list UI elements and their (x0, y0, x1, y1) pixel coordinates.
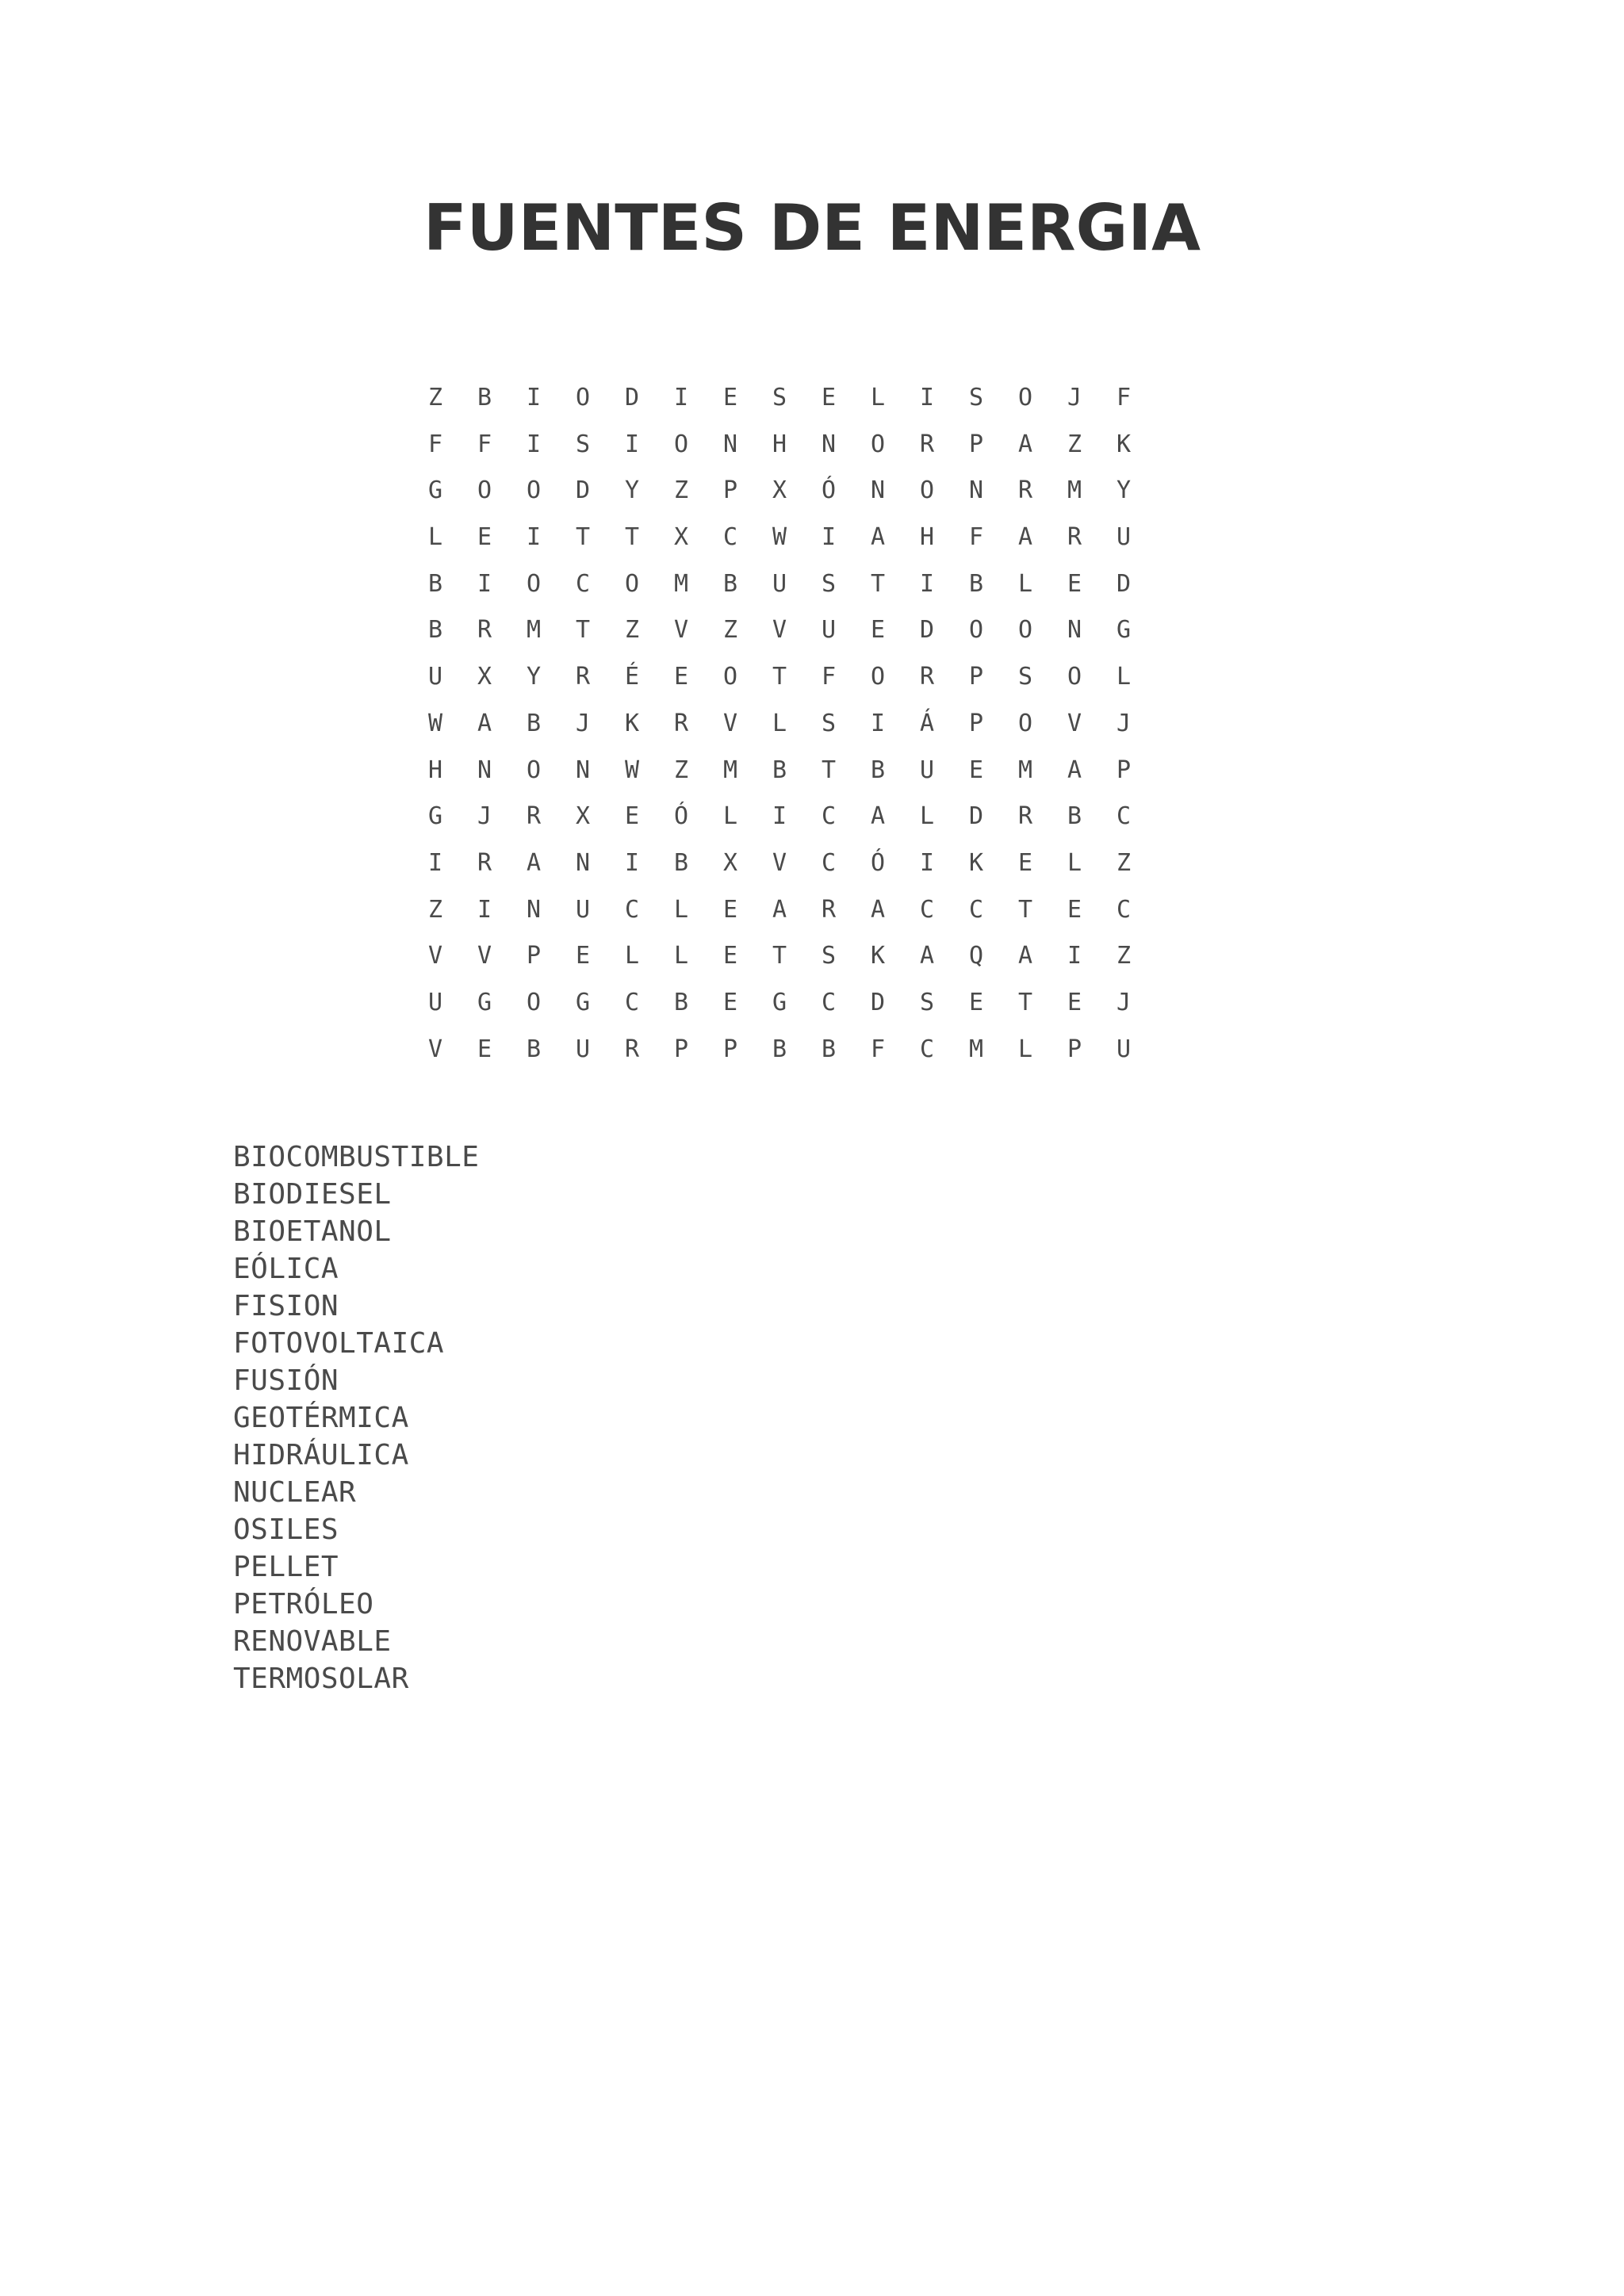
grid-cell: L (1116, 663, 1132, 691)
word-list-item: FISION (233, 1290, 339, 1322)
grid-row (411, 654, 1204, 701)
grid-cell: L (1017, 569, 1033, 598)
grid-cell: C (722, 523, 738, 552)
grid-cell: R (477, 848, 492, 877)
grid-cell: R (1017, 476, 1033, 505)
grid-cell: O (919, 476, 935, 505)
grid-cell: J (477, 802, 492, 831)
grid-cell: S (821, 709, 837, 737)
grid-cell: Z (427, 384, 443, 411)
grid-cell: Z (1067, 430, 1082, 458)
grid-cell: F (427, 430, 443, 458)
grid-cell: S (821, 569, 837, 598)
grid-cell: F (968, 523, 984, 552)
grid-cell: V (722, 709, 738, 737)
grid-cell: Y (526, 663, 542, 691)
grid-cell: P (722, 476, 738, 505)
grid-cell: L (919, 802, 935, 831)
grid-cell: G (477, 988, 492, 1016)
grid-cell: W (624, 756, 640, 784)
grid-cell: C (575, 569, 591, 598)
grid-cell: J (1116, 988, 1132, 1016)
word-list-item: TERMOSOLAR (233, 1663, 409, 1695)
grid-cell: J (1116, 709, 1132, 737)
grid-cell: T (870, 569, 886, 598)
grid-cell: S (821, 942, 837, 970)
grid-cell: C (821, 988, 837, 1016)
grid-cell: F (1116, 384, 1132, 411)
grid-row (411, 561, 1204, 608)
grid-cell: Ó (673, 802, 689, 831)
grid-cell: U (821, 616, 837, 645)
grid-cell: P (1116, 756, 1132, 784)
grid-row (411, 701, 1204, 748)
grid-cell: E (624, 802, 640, 831)
grid-cell: E (821, 384, 837, 411)
grid-cell: B (821, 1035, 837, 1063)
grid-cell: T (772, 663, 787, 691)
grid-cell: D (575, 476, 591, 505)
grid-cell: L (1067, 848, 1082, 877)
grid-cell: Z (624, 616, 640, 645)
grid-cell: Ó (870, 848, 886, 877)
grid-cell: Z (722, 616, 738, 645)
grid-cell: N (1067, 616, 1082, 645)
grid-cell: R (526, 802, 542, 831)
grid-cell: M (673, 569, 689, 598)
grid-cell: T (624, 523, 640, 552)
grid-cell: I (919, 848, 935, 877)
grid-cell: P (968, 709, 984, 737)
grid-cell: G (575, 988, 591, 1016)
grid-cell: Q (968, 942, 984, 970)
grid-cell: U (427, 663, 443, 691)
grid-cell: W (427, 709, 443, 737)
grid-cell: A (1017, 942, 1033, 970)
grid-cell: V (673, 616, 689, 645)
grid-cell: N (722, 430, 738, 458)
grid-cell: O (870, 663, 886, 691)
grid-cell: B (673, 988, 689, 1016)
grid-cell: R (919, 663, 935, 691)
grid-cell: A (1017, 523, 1033, 552)
grid-cell: I (624, 848, 640, 877)
grid-cell: K (870, 942, 886, 970)
grid-cell: P (722, 1035, 738, 1063)
grid-cell: B (968, 569, 984, 598)
grid-cell: I (919, 569, 935, 598)
word-list-item: FOTOVOLTAICA (233, 1327, 445, 1360)
grid-cell: V (427, 1035, 443, 1063)
word-list-item: RENOVABLE (233, 1625, 392, 1658)
grid-cell: L (427, 523, 443, 552)
grid-cell: B (772, 756, 787, 784)
grid-cell: B (1067, 802, 1082, 831)
grid-cell: R (575, 663, 591, 691)
grid-row (411, 422, 1204, 469)
grid-cell: E (477, 1035, 492, 1063)
grid-cell: I (427, 848, 443, 877)
grid-cell: E (1017, 848, 1033, 877)
grid-row (411, 607, 1204, 654)
grid-cell: A (870, 802, 886, 831)
grid-cell: N (575, 848, 591, 877)
grid-cell: M (526, 616, 542, 645)
grid-cell: E (722, 942, 738, 970)
grid-row (411, 468, 1204, 515)
grid-cell: A (870, 523, 886, 552)
grid-cell: R (624, 1035, 640, 1063)
grid-cell: E (968, 756, 984, 784)
word-search-grid (411, 375, 1204, 1073)
grid-cell: A (919, 942, 935, 970)
grid-cell: B (526, 709, 542, 737)
grid-cell: B (427, 569, 443, 598)
grid-cell: C (821, 802, 837, 831)
grid-cell: C (1116, 802, 1132, 831)
grid-cell: C (624, 988, 640, 1016)
grid-cell: L (870, 384, 886, 411)
grid-cell: U (575, 895, 591, 924)
grid-cell: R (1017, 802, 1033, 831)
grid-cell: C (968, 895, 984, 924)
grid-cell: O (1017, 616, 1033, 645)
grid-row (411, 1027, 1204, 1073)
grid-cell: B (772, 1035, 787, 1063)
grid-cell: W (772, 523, 787, 552)
grid-cell: L (722, 802, 738, 831)
grid-cell: R (1067, 523, 1082, 552)
word-list-item: PELLET (233, 1551, 339, 1583)
grid-cell: K (1116, 430, 1132, 458)
grid-cell: O (722, 663, 738, 691)
grid-cell: T (575, 523, 591, 552)
grid-cell: V (772, 848, 787, 877)
grid-cell: M (1017, 756, 1033, 784)
grid-cell: U (427, 988, 443, 1016)
word-list-item: PETRÓLEO (233, 1588, 374, 1621)
word-list-item: OSILES (233, 1513, 339, 1546)
grid-cell: D (1116, 569, 1132, 598)
grid-cell: V (772, 616, 787, 645)
grid-cell: D (870, 988, 886, 1016)
grid-cell: M (722, 756, 738, 784)
grid-cell: I (477, 569, 492, 598)
grid-cell: F (477, 430, 492, 458)
grid-cell: X (722, 848, 738, 877)
word-list-item: EÓLICA (233, 1253, 339, 1285)
grid-cell: O (526, 476, 542, 505)
word-list-item: NUCLEAR (233, 1476, 357, 1509)
grid-cell: E (722, 895, 738, 924)
grid-cell: I (870, 709, 886, 737)
grid-cell: K (624, 709, 640, 737)
grid-cell: G (427, 802, 443, 831)
grid-cell: O (1017, 384, 1033, 411)
grid-cell: U (919, 756, 935, 784)
grid-row (411, 515, 1204, 561)
grid-cell: P (1067, 1035, 1082, 1063)
grid-cell: E (673, 663, 689, 691)
grid-cell: B (477, 384, 492, 411)
grid-cell: I (624, 430, 640, 458)
grid-cell: L (772, 709, 787, 737)
word-list-item: BIODIESEL (233, 1178, 392, 1211)
grid-cell: O (526, 988, 542, 1016)
grid-cell: S (1017, 663, 1033, 691)
grid-cell: M (968, 1035, 984, 1063)
grid-cell: T (575, 616, 591, 645)
grid-cell: J (575, 709, 591, 737)
grid-cell: D (624, 384, 640, 411)
grid-cell: X (673, 523, 689, 552)
grid-cell: P (968, 430, 984, 458)
grid-cell: R (477, 616, 492, 645)
grid-cell: F (821, 663, 837, 691)
grid-cell: Ó (821, 476, 837, 505)
grid-cell: S (575, 430, 591, 458)
grid-cell: Z (673, 476, 689, 505)
grid-row (411, 794, 1204, 840)
word-list-item: FUSIÓN (233, 1364, 339, 1397)
grid-cell: T (1017, 988, 1033, 1016)
grid-cell: I (477, 895, 492, 924)
grid-cell: X (477, 663, 492, 691)
grid-cell: X (575, 802, 591, 831)
grid-cell: O (1067, 663, 1082, 691)
grid-cell: E (722, 988, 738, 1016)
grid-cell: B (722, 569, 738, 598)
grid-row (411, 887, 1204, 934)
grid-cell: M (1067, 476, 1082, 505)
grid-cell: Z (1116, 942, 1132, 970)
grid-cell: A (477, 709, 492, 737)
grid-cell: L (624, 942, 640, 970)
page-title: FUENTES DE ENERGIA (423, 191, 1201, 265)
grid-cell: C (1116, 895, 1132, 924)
grid-cell: E (722, 384, 738, 411)
grid-cell: A (526, 848, 542, 877)
grid-cell: G (427, 476, 443, 505)
grid-cell: L (673, 942, 689, 970)
grid-cell: D (968, 802, 984, 831)
grid-cell: I (526, 384, 542, 411)
grid-cell: O (673, 430, 689, 458)
grid-cell: E (1067, 895, 1082, 924)
grid-row (411, 933, 1204, 980)
grid-cell: U (575, 1035, 591, 1063)
grid-cell: V (1067, 709, 1082, 737)
grid-cell: Á (919, 709, 935, 737)
grid-cell: G (772, 988, 787, 1016)
grid-cell: S (968, 384, 984, 411)
grid-cell: H (427, 756, 443, 784)
grid-cell: V (427, 942, 443, 970)
grid-cell: O (870, 430, 886, 458)
grid-cell: O (575, 384, 591, 411)
grid-cell: E (968, 988, 984, 1016)
grid-cell: C (624, 895, 640, 924)
grid-cell: N (477, 756, 492, 784)
grid-cell: C (821, 848, 837, 877)
word-list (233, 1138, 479, 1697)
grid-cell: É (624, 663, 640, 691)
grid-cell: I (526, 430, 542, 458)
grid-cell: Y (624, 476, 640, 505)
grid-cell: K (968, 848, 984, 877)
grid-row (411, 840, 1204, 887)
grid-cell: N (870, 476, 886, 505)
grid-cell: Z (1116, 848, 1132, 877)
grid-cell: A (870, 895, 886, 924)
grid-cell: O (968, 616, 984, 645)
grid-cell: P (526, 942, 542, 970)
grid-cell: S (919, 988, 935, 1016)
grid-cell: H (919, 523, 935, 552)
grid-cell: C (919, 1035, 935, 1063)
grid-cell: R (821, 895, 837, 924)
grid-cell: T (772, 942, 787, 970)
grid-cell: B (526, 1035, 542, 1063)
grid-cell: O (477, 476, 492, 505)
grid-cell: O (1017, 709, 1033, 737)
word-list-item: GEOTÉRMICA (233, 1402, 409, 1434)
grid-cell: S (772, 384, 787, 411)
word-list-item: BIOCOMBUSTIBLE (233, 1141, 480, 1173)
grid-cell: U (1116, 1035, 1132, 1063)
grid-cell: O (624, 569, 640, 598)
grid-cell: I (772, 802, 787, 831)
grid-cell: I (526, 523, 542, 552)
grid-cell: N (821, 430, 837, 458)
grid-cell: Z (427, 895, 443, 924)
grid-row (411, 748, 1204, 794)
grid-cell: Z (673, 756, 689, 784)
grid-cell: R (919, 430, 935, 458)
grid-cell: E (1067, 988, 1082, 1016)
grid-cell: X (772, 476, 787, 505)
grid-cell: O (526, 756, 542, 784)
grid-cell: I (1067, 942, 1082, 970)
grid-cell: B (673, 848, 689, 877)
grid-row (411, 980, 1204, 1027)
grid-cell: L (673, 895, 689, 924)
grid-cell: B (427, 616, 443, 645)
grid-cell: O (526, 569, 542, 598)
grid-cell: T (821, 756, 837, 784)
grid-cell: B (870, 756, 886, 784)
grid-cell: C (919, 895, 935, 924)
word-list-item: HIDRÁULICA (233, 1439, 409, 1471)
grid-cell: E (575, 942, 591, 970)
word-list-item: BIOETANOL (233, 1215, 392, 1248)
grid-cell: N (575, 756, 591, 784)
grid-cell: A (772, 895, 787, 924)
grid-cell: E (477, 523, 492, 552)
grid-cell: N (968, 476, 984, 505)
grid-cell: A (1017, 430, 1033, 458)
grid-cell: I (821, 523, 837, 552)
grid-row (411, 375, 1204, 422)
grid-cell: L (1017, 1035, 1033, 1063)
grid-cell: U (1116, 523, 1132, 552)
grid-cell: P (673, 1035, 689, 1063)
grid-cell: Y (1116, 476, 1132, 505)
grid-cell: T (1017, 895, 1033, 924)
grid-cell: I (919, 384, 935, 411)
grid-cell: P (968, 663, 984, 691)
grid-cell: U (772, 569, 787, 598)
grid-cell: N (526, 895, 542, 924)
grid-cell: E (870, 616, 886, 645)
grid-cell: I (673, 384, 689, 411)
grid-cell: R (673, 709, 689, 737)
grid-cell: D (919, 616, 935, 645)
grid-cell: J (1067, 384, 1082, 411)
grid-cell: E (1067, 569, 1082, 598)
grid-cell: A (1067, 756, 1082, 784)
grid-cell: F (870, 1035, 886, 1063)
grid-cell: V (477, 942, 492, 970)
grid-cell: G (1116, 616, 1132, 645)
grid-cell: H (772, 430, 787, 458)
